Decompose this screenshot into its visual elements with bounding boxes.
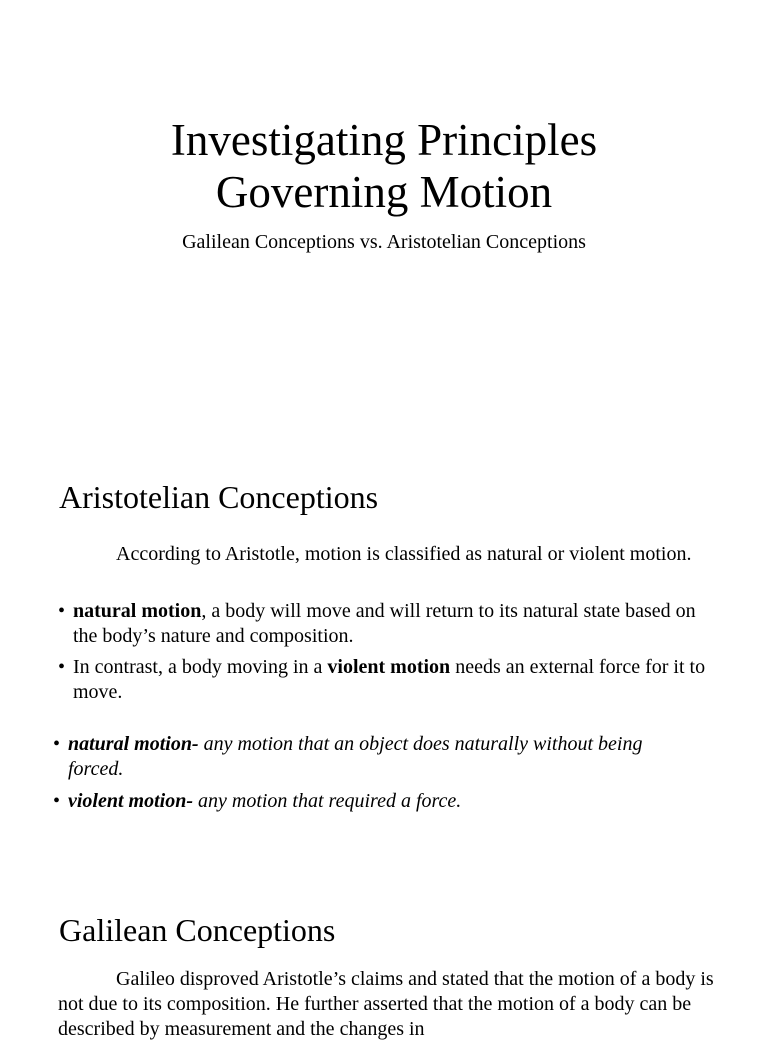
bullet-text: , a body will move and will return to its natural state based on the body’s nature and composition. — [73, 600, 696, 647]
bullet-dot: • — [58, 656, 66, 678]
definition-text: any motion that required a force. — [193, 790, 462, 812]
definition-term: natural motion- — [68, 733, 199, 755]
bullet-bold-term: violent motion — [327, 656, 451, 678]
bullet-text-pre: In contrast, a body moving in a — [73, 656, 328, 678]
slide-subtitle: Galilean Conceptions vs. Aristotelian Conceptions — [182, 231, 586, 253]
aristotelian-intro: According to Aristotle, motion is classified as natural or violent motion. — [116, 543, 692, 565]
definition-text: any motion that an object does naturally without being forced. — [68, 733, 643, 780]
bullet-bold-term: natural motion — [73, 600, 202, 622]
bullet-dot: • — [53, 733, 61, 755]
definition-term: violent motion- — [68, 790, 193, 812]
title-line-1: Investigating Principles — [170, 115, 598, 165]
slide-title — [0, 114, 768, 218]
definition-natural-motion — [53, 732, 688, 782]
bullet-dot: • — [58, 600, 66, 622]
bullet-dot: • — [53, 790, 61, 812]
title-line-2: Governing Motion — [215, 167, 553, 217]
bullet-natural-motion — [58, 599, 723, 649]
aristotelian-heading: Aristotelian Conceptions — [59, 479, 379, 515]
galilean-heading: Galilean Conceptions — [59, 912, 336, 948]
galilean-intro: Galileo disproved Aristotle’s claims and stated that the motion of a body is not due to its composition. He further asserted that the motion of a body can be described by measurement and the changes in — [58, 968, 714, 1040]
definition-violent-motion — [53, 789, 688, 814]
bullet-text-post: needs an external force for it to move. — [73, 656, 706, 703]
bullet-violent-motion — [58, 655, 723, 705]
